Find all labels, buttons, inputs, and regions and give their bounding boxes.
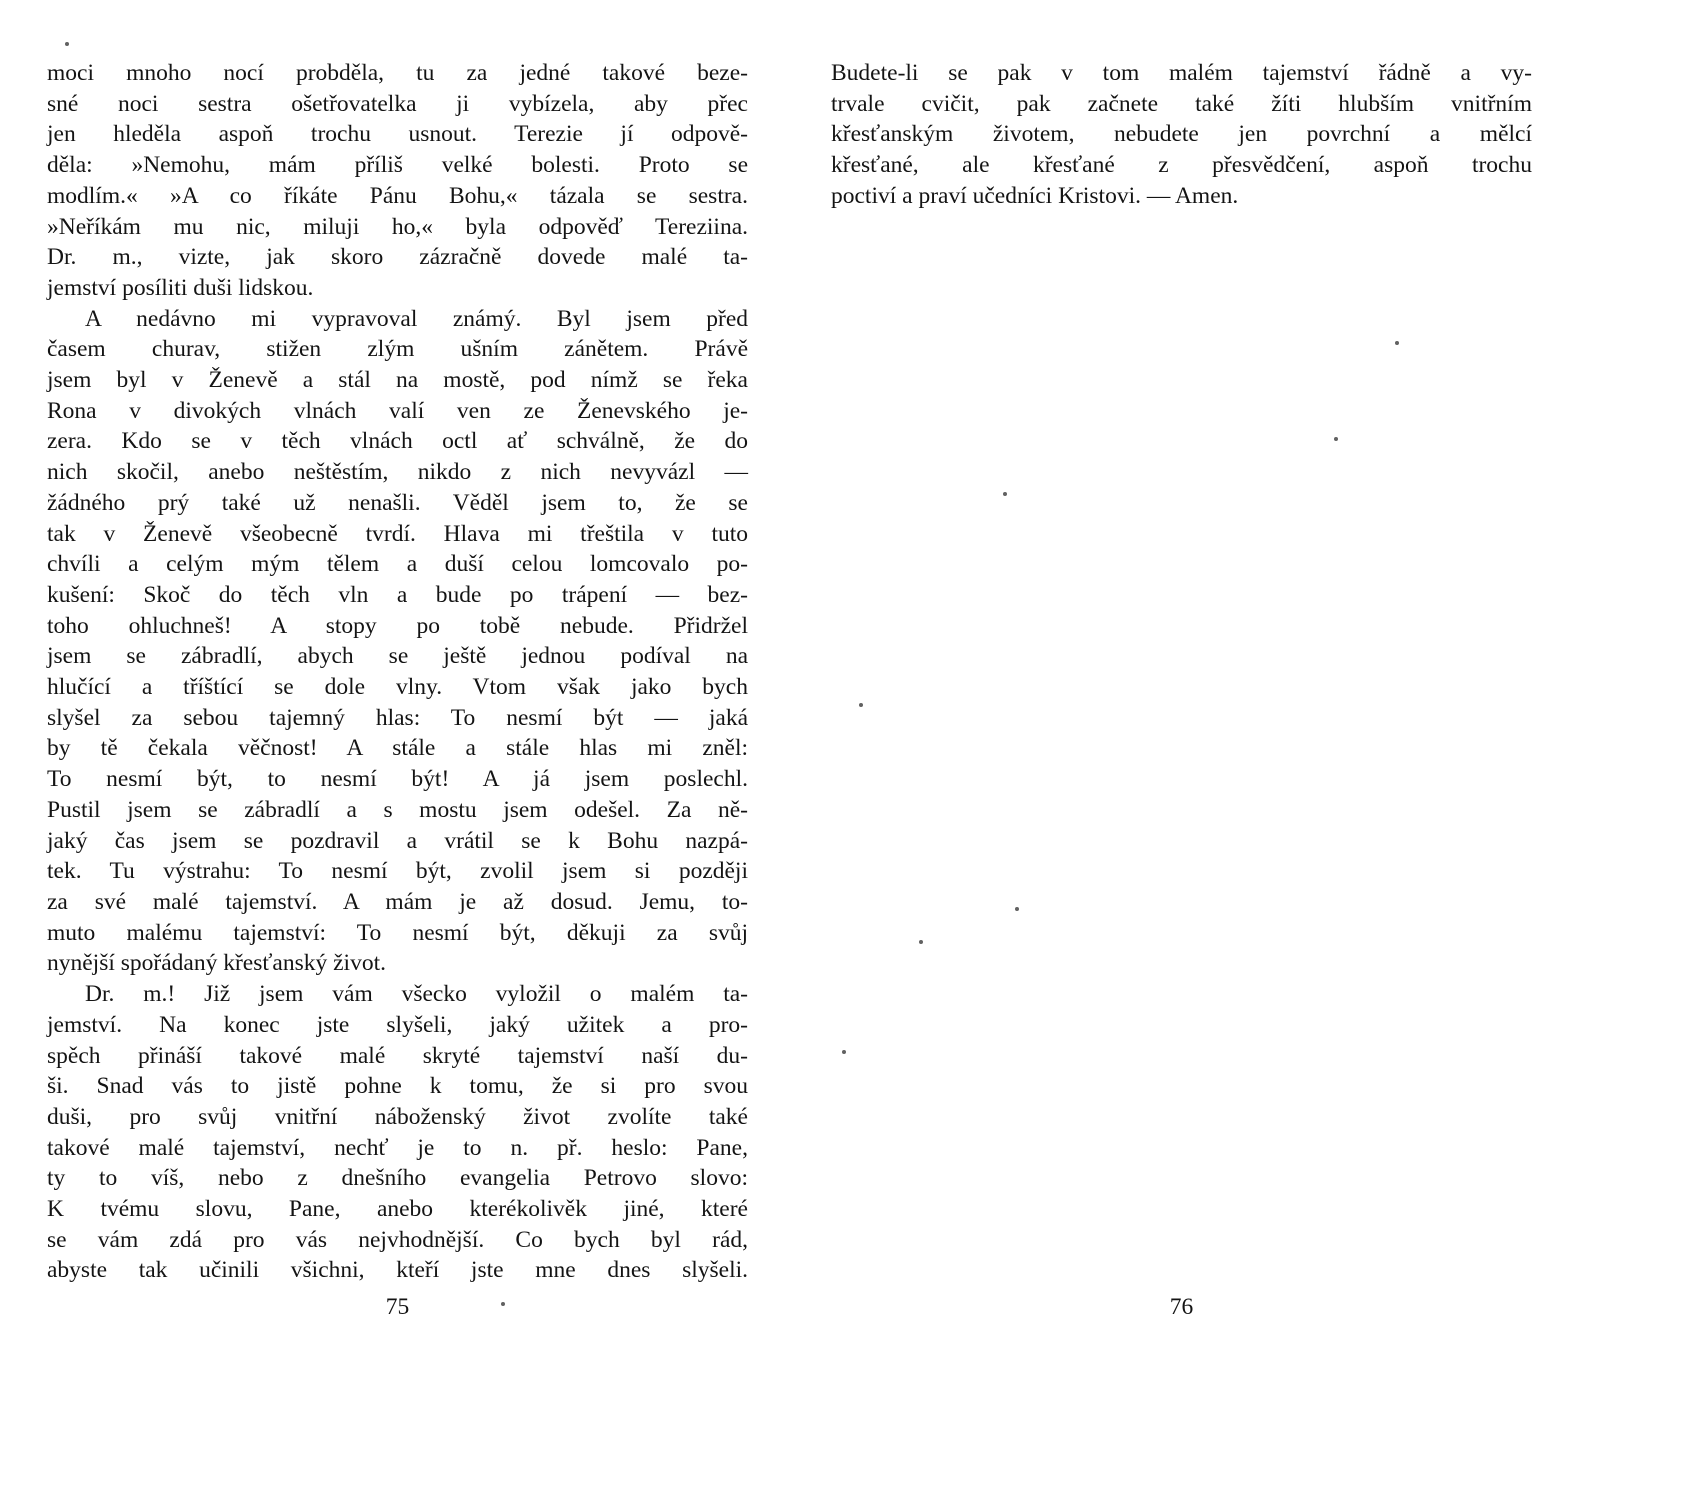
text-line: nynější spořádaný křesťanský život. (47, 950, 386, 977)
text-line: se vám zdá pro vás nejvhodnější. Co bych byl rád, (47, 1226, 748, 1253)
text-line: A nedávno mi vypravoval známý. Byl jsem před (85, 305, 748, 332)
text-line: sné noci sestra ošetřovatelka ji vybízela, aby přec (47, 90, 748, 117)
text-line: by tě čekala věčnost! A stále a stále hlas mi zněl: (47, 735, 748, 762)
text-line: »Neříkám mu nic, miluji ho,« byla odpověď Tereziina. (47, 213, 748, 240)
paragraph (47, 979, 748, 1286)
text-line: modlím.« »A co říkáte Pánu Bohu,« tázala se sestra. (47, 182, 748, 209)
scan-artifact-dot (1015, 907, 1019, 911)
scan-artifact-dot (1395, 341, 1399, 345)
page-number-right: 76 (1169, 1294, 1194, 1320)
scan-artifact-dot (501, 1302, 505, 1306)
text-line: křesťané, ale křesťané z přesvědčení, aspoň trochu (831, 152, 1532, 179)
text-line: tak v Ženevě všeobecně tvrdí. Hlava mi třeštila v tuto (47, 520, 748, 547)
text-line: spěch přináší takové malé skryté tajemství naší du- (47, 1042, 748, 1069)
paragraph (831, 58, 1532, 212)
scan-artifact-dot (842, 1050, 846, 1054)
text-line: děla: »Nemohu, mám příliš velké bolesti. Proto se (47, 152, 748, 179)
text-line: chvíli a celým mým tělem a duší celou lomcovalo po- (47, 551, 748, 578)
text-line: Budete-li se pak v tom malém tajemství řádně a vy- (831, 60, 1532, 86)
left-page-text-column (47, 58, 748, 1286)
scan-artifact-dot (919, 940, 923, 944)
text-line: duši, pro svůj vnitřní náboženský život zvolíte také (47, 1103, 748, 1130)
text-line: hlučící a tříštící se dole vlny. Vtom však jako bych (47, 674, 748, 701)
text-line: zera. Kdo se v těch vlnách octl ať schválně, že do (47, 428, 748, 455)
text-line: To nesmí být, to nesmí být! A já jsem poslechl. (47, 766, 748, 793)
text-line: ši. Snad vás to jistě pohne k tomu, že si pro svou (47, 1073, 748, 1100)
text-line: jen hleděla aspoň trochu usnout. Terezie jí odpově- (47, 121, 748, 148)
text-line: za své malé tajemství. A mám je až dosud. Jemu, to- (47, 888, 748, 915)
text-line: ty to víš, nebo z dnešního evangelia Petrovo slovo: (47, 1165, 748, 1192)
text-line: Dr. m., vizte, jak skoro zázračně dovede malé ta- (47, 244, 748, 271)
text-line: jemství posíliti duši lidskou. (47, 274, 314, 301)
text-line: jaký čas jsem se pozdravil a vrátil se k Bohu nazpá- (47, 827, 748, 854)
text-line: křesťanským životem, nebudete jen povrchní a mělcí (831, 121, 1532, 148)
text-line: K tvému slovu, Pane, anebo kterékolivěk jiné, které (47, 1196, 748, 1223)
text-line: takové malé tajemství, nechť je to n. př. heslo: Pane, (47, 1134, 748, 1161)
text-line: Dr. m.! Již jsem vám všecko vyložil o malém ta- (85, 981, 748, 1008)
text-line: abyste tak učinili všichni, kteří jste mne dnes slyšeli. (47, 1257, 748, 1284)
text-line: moci mnoho nocí probděla, tu za jedné takové beze- (47, 60, 748, 86)
text-line: Rona v divokých vlnách valí ven ze Ženevského je- (47, 397, 748, 424)
text-line: slyšel za sebou tajemný hlas: To nesmí být — jaká (47, 704, 748, 731)
text-line: jemství. Na konec jste slyšeli, jaký užitek a pro- (47, 1011, 748, 1038)
scan-artifact-dot (1003, 492, 1007, 496)
text-line: muto malému tajemství: To nesmí být, děkuji za svůj (47, 919, 748, 946)
text-line: časem churav, stižen zlým ušním zánětem. Právě (47, 336, 748, 363)
text-line: poctiví a praví učedníci Kristovi. — Amen. (831, 182, 1239, 209)
paragraph (47, 304, 748, 979)
text-line: jsem se zábradlí, abych se ještě jednou podíval na (47, 643, 748, 670)
text-line: tek. Tu výstrahu: To nesmí být, zvolil jsem si později (47, 858, 748, 885)
text-line: toho ohluchneš! A stopy po tobě nebude. Přidržel (47, 612, 748, 639)
text-line: jsem byl v Ženevě a stál na mostě, pod nímž se řeka (47, 367, 748, 394)
paragraph (47, 58, 748, 304)
text-line: Pustil jsem se zábradlí a s mostu jsem odešel. Za ně- (47, 796, 748, 823)
text-line: žádného prý také už nenašli. Věděl jsem to, že se (47, 489, 748, 516)
page-number-left: 75 (385, 1294, 410, 1320)
scan-artifact-dot (65, 42, 69, 46)
text-line: nich skočil, anebo neštěstím, nikdo z nich nevyvázl — (47, 459, 748, 486)
scan-artifact-dot (859, 703, 863, 707)
text-line: kušení: Skoč do těch vln a bude po trápení — bez- (47, 581, 748, 608)
right-page-text-column (831, 58, 1532, 212)
text-line: trvale cvičit, pak začnete také žíti hlubším vnitřním (831, 90, 1532, 117)
scan-artifact-dot (1334, 437, 1338, 441)
